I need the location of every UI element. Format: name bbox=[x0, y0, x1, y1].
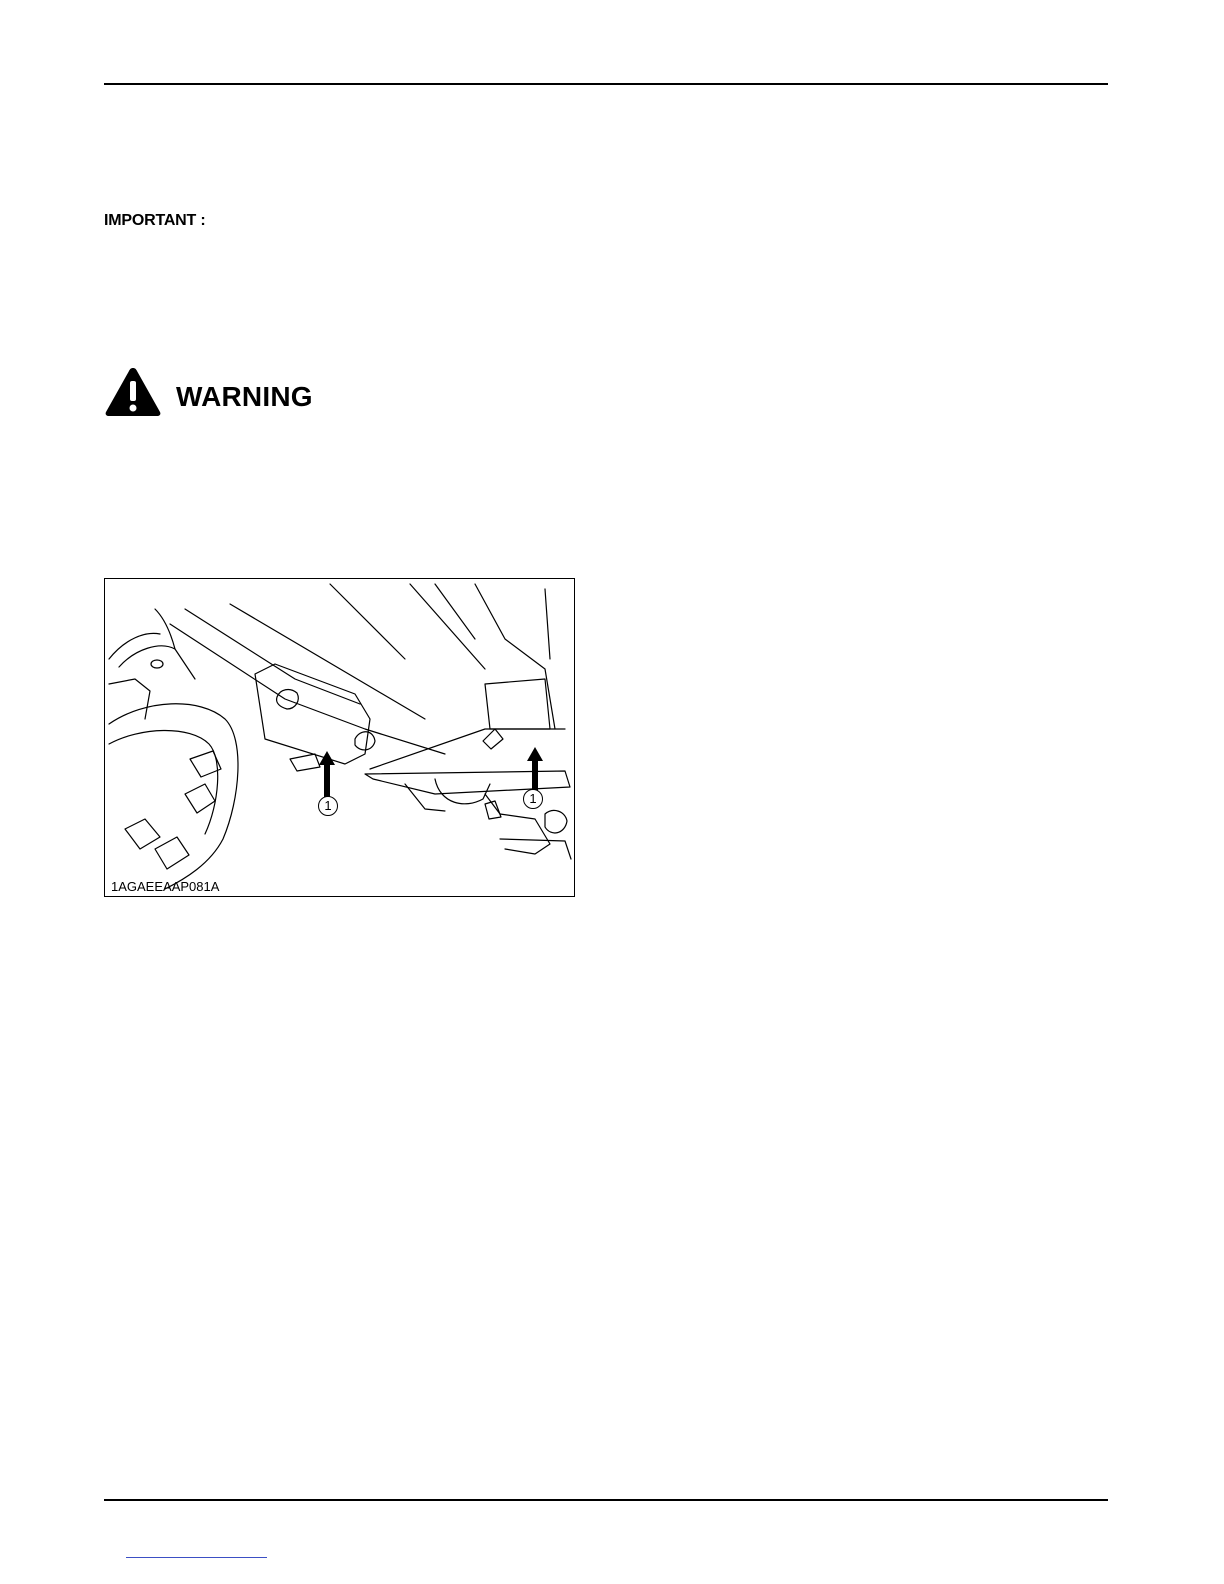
footer-rule bbox=[104, 1499, 1108, 1501]
warning-triangle-icon bbox=[104, 366, 162, 418]
arrow-up-icon-right bbox=[527, 747, 543, 793]
arrow-up-icon-left bbox=[319, 751, 335, 799]
callout-arrows bbox=[105, 579, 575, 897]
header-rule bbox=[104, 83, 1108, 85]
warning-heading bbox=[104, 366, 313, 418]
illustration-figure bbox=[104, 578, 575, 897]
figure-code: 1AGAEEAAP081A bbox=[111, 879, 220, 894]
callout-marker-right: 1 bbox=[523, 789, 543, 809]
important-heading: IMPORTANT : bbox=[104, 212, 206, 229]
callout-marker-left: 1 bbox=[318, 796, 338, 816]
footer-link-underline[interactable] bbox=[126, 1557, 267, 1558]
warning-label: WARNING bbox=[176, 381, 313, 412]
